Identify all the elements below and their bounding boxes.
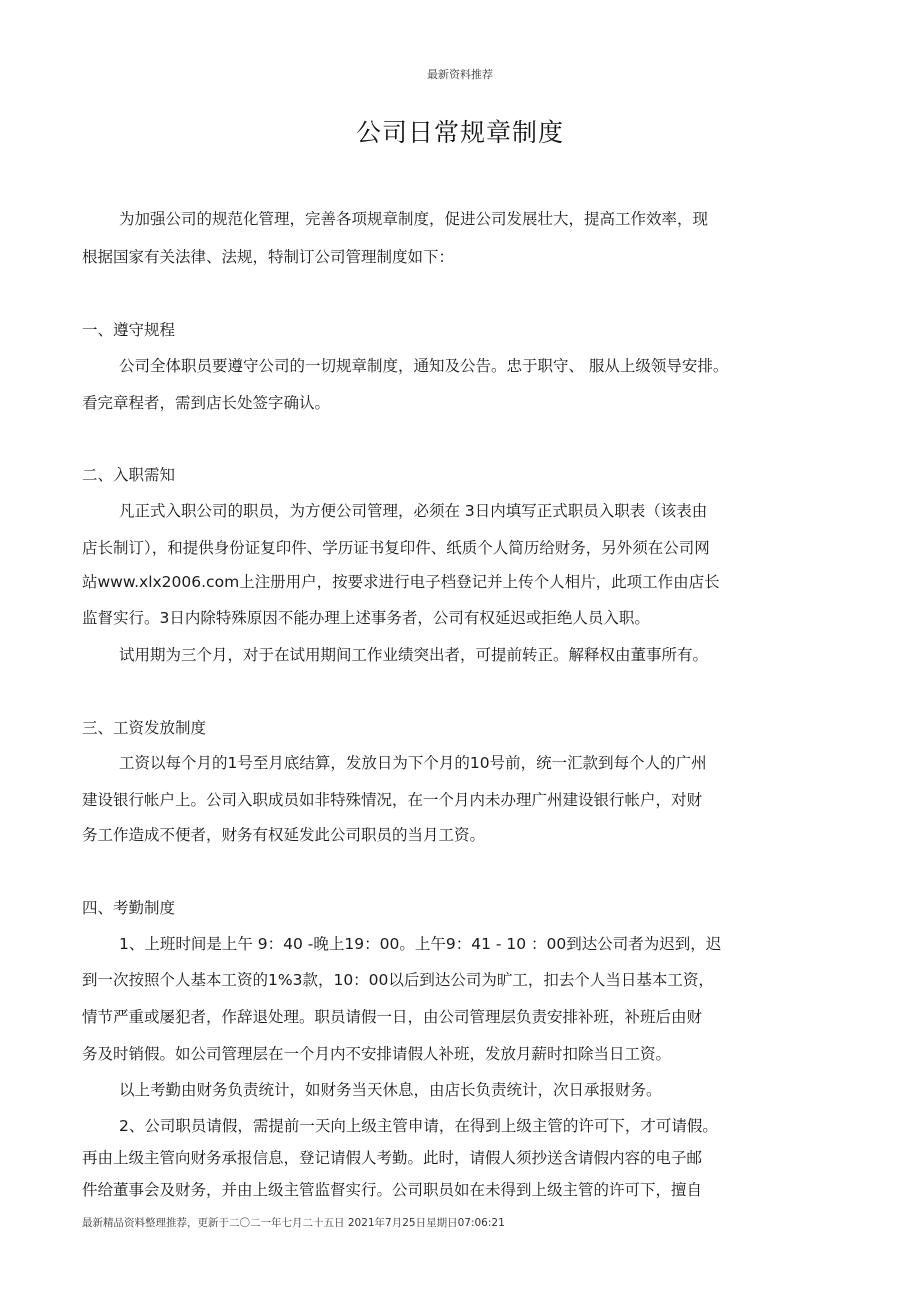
section-4-line-5: 以上考勤由财务负责统计，如财务当天休息，由店长负责统计，次日承报财务。 bbox=[119, 1081, 662, 1099]
section-3-line-3: 务工作造成不便者，财务有权延发此公司职员的当月工资。 bbox=[82, 826, 486, 844]
page-title: 公司日常规章制度 bbox=[355, 118, 564, 147]
section-heading-1: 一、遵守规程 bbox=[82, 321, 176, 339]
section-4-line-2: 到一次按照个人基本工资的1%3款，10：00以后到达公司为旷工，扣去个人当日基本工资， bbox=[82, 971, 714, 989]
section-2-line-5: 试用期为三个月，对于在试用期间工作业绩突出者，可提前转正。解释权由董事所有。 bbox=[119, 646, 709, 664]
section-4-line-4: 务及时销假。如公司管理层在一个月内不安排请假人补班，发放月薪时扣除当日工资。 bbox=[82, 1045, 672, 1063]
section-3-line-2: 建设银行帐户上。公司入职成员如非特殊情况，在一个月内未办理广州建设银行帐户，对财 bbox=[82, 791, 703, 809]
section-heading-3: 三、工资发放制度 bbox=[82, 719, 207, 737]
section-4-line-1: 1、上班时间是上午 9：40 -晚上19：00。上午9：41 - 10 ：00到达公司者为迟到，迟 bbox=[119, 935, 722, 953]
section-1-line-1: 公司全体职员要遵守公司的一切规章制度，通知及公告。忠于职守、 服从上级领导安排。 bbox=[119, 357, 729, 375]
section-2-line-3: 站www.xlx2006.com上注册用户，按要求进行电子档登记并上传个人相片，此项工作由店长 bbox=[82, 573, 720, 591]
intro-line-2: 根据国家有关法律、法规，特制订公司管理制度如下： bbox=[82, 248, 455, 266]
section-4-line-7: 再由上级主管向财务承报信息，登记请假人考勤。此时，请假人须抄送含请假内容的电子邮 bbox=[82, 1149, 703, 1167]
section-4-line-3: 情节严重或屡犯者，作辞退处理。职员请假一日，由公司管理层负责安排补班，补班后由财 bbox=[82, 1008, 703, 1026]
header-note: 最新资料推荐 bbox=[427, 68, 493, 81]
section-4-line-8: 件给董事会及财务，并由上级主管监督实行。公司职员如在未得到上级主管的许可下，擅自 bbox=[82, 1181, 703, 1199]
section-heading-2: 二、入职需知 bbox=[82, 466, 176, 484]
section-heading-4: 四、考勤制度 bbox=[82, 899, 176, 917]
footer-note: 最新精品资料整理推荐，更新于二〇二一年七月二十五日 2021年7月25日星期日07:06:21 bbox=[82, 1217, 505, 1229]
section-3-line-1: 工资以每个月的1号至月底结算，发放日为下个月的10号前，统一汇款到每个人的广州 bbox=[119, 754, 707, 772]
section-2-line-4: 监督实行。3日内除特殊原因不能办理上述事务者，公司有权延迟或拒绝人员入职。 bbox=[82, 609, 650, 627]
section-2-line-1: 凡正式入职公司的职员，为方便公司管理，必须在 3日内填写正式职员入职表（该表由 bbox=[119, 502, 708, 520]
section-2-line-2: 店长制订），和提供身份证复印件、学历证书复印件、纸质个人简历给财务，另外须在公司网 bbox=[82, 539, 710, 557]
section-4-line-6: 2、公司职员请假，需提前一天向上级主管申请，在得到上级主管的许可下，才可请假。 bbox=[119, 1117, 718, 1135]
intro-line-1: 为加强公司的规范化管理，完善各项规章制度，促进公司发展壮大，提高工作效率，现 bbox=[119, 210, 709, 228]
section-1-line-2: 看完章程者，需到店长处签字确认。 bbox=[82, 394, 331, 412]
